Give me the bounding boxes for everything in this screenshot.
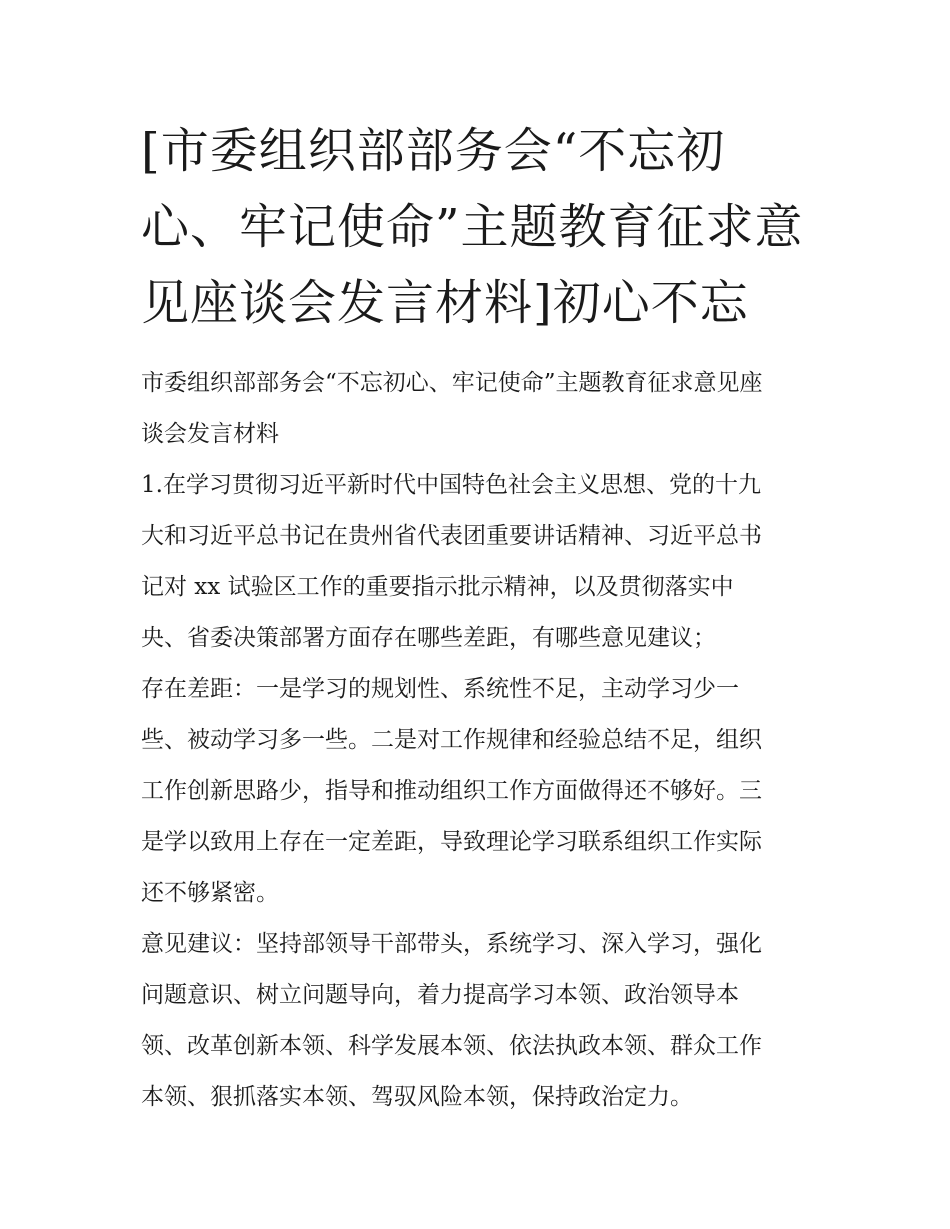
paragraph-line: 本领、狠抓落实本领、驾驭风险本领，保持政治定力。	[141, 1084, 693, 1110]
gap-paragraph	[141, 664, 817, 919]
paragraph-line: 还不够紧密。	[141, 880, 279, 906]
paragraph-line: 记对 xx 试验区工作的重要指示批示精神，以及贯彻落实中	[141, 574, 734, 600]
subtitle-paragraph	[141, 358, 817, 460]
paragraph-line: 领、改革创新本领、科学发展本领、依法执政本领、群众工作	[141, 1033, 762, 1059]
paragraph-line: 存在差距：一是学习的规划性、系统性不足，主动学习少一	[141, 676, 739, 702]
paragraph-line: 大和习近平总书记在贵州省代表团重要讲话精神、习近平总书	[141, 523, 762, 549]
paragraph-line: 谈会发言材料	[141, 421, 279, 447]
title-line: 心、牢记使命”主题教育征求意	[141, 199, 804, 255]
document-body	[141, 113, 817, 1123]
paragraph-line: 工作创新思路少，指导和推动组织工作方面做得还不够好。三	[141, 778, 762, 804]
question-paragraph	[141, 460, 817, 664]
paragraph-line: 1.在学习贯彻习近平新时代中国特色社会主义思想、党的十九	[141, 472, 761, 498]
document-title	[141, 113, 817, 341]
title-line: [市委组织部部务会“不忘初	[141, 123, 726, 179]
paragraph-line: 问题意识、树立问题导向，着力提高学习本领、政治领导本	[141, 982, 739, 1008]
suggestion-paragraph	[141, 919, 817, 1123]
paragraph-line: 意见建议：坚持部领导干部带头，系统学习、深入学习，强化	[141, 931, 762, 957]
title-line: 见座谈会发言材料]初心不忘	[141, 275, 749, 331]
paragraph-line: 是学以致用上存在一定差距，导致理论学习联系组织工作实际	[141, 829, 762, 855]
paragraph-line: 些、被动学习多一些。二是对工作规律和经验总结不足，组织	[141, 727, 762, 753]
paragraph-line: 市委组织部部务会“不忘初心、牢记使命”主题教育征求意见座	[141, 370, 763, 396]
paragraph-line: 央、省委决策部署方面存在哪些差距，有哪些意见建议；	[141, 625, 716, 651]
